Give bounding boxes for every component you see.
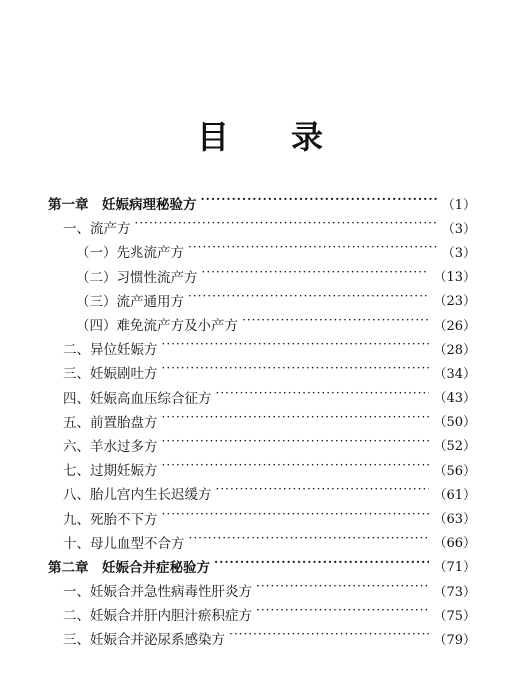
toc-entry <box>0 530 520 554</box>
toc-chapter-entry <box>0 554 520 578</box>
toc-page-number: （13） <box>433 270 476 286</box>
toc-entry-label: 七、过期妊娠方 <box>63 463 158 480</box>
dot-leader <box>162 366 430 378</box>
toc-entry <box>0 457 520 481</box>
toc-entry-label: 第二章 妊娠合并症秘验方 <box>48 559 210 576</box>
title-char-1: 目 <box>196 118 229 156</box>
dot-leader <box>188 245 438 257</box>
toc-page-number: （3） <box>441 245 476 261</box>
toc-entry-label: 四、妊娠高血压综合征方 <box>63 390 212 407</box>
dot-leader <box>162 463 430 475</box>
toc-entry <box>0 602 520 626</box>
dot-leader <box>201 197 438 209</box>
title-char-2: 录 <box>291 118 324 156</box>
toc-page-number: （52） <box>433 439 476 455</box>
toc-page-number: （1） <box>441 197 476 213</box>
toc-entry-label: 六、羊水过多方 <box>63 438 158 455</box>
toc-entry-label: （二）习惯性流产方 <box>76 269 198 286</box>
toc-page-number: （34） <box>433 366 476 382</box>
toc-entry <box>0 239 520 263</box>
toc-page-number: （71） <box>433 560 476 576</box>
toc-entry <box>0 336 520 360</box>
toc-page-number: （61） <box>433 487 476 503</box>
dot-leader <box>256 608 429 620</box>
toc-page-number: （79） <box>433 632 476 648</box>
toc-page-number: （73） <box>433 584 476 600</box>
toc-entry-label: 二、妊娠合并肝内胆汁瘀积症方 <box>63 608 252 625</box>
toc-page-number: （50） <box>433 415 476 431</box>
toc-page-number: （23） <box>433 294 476 310</box>
toc-entry <box>0 288 520 312</box>
toc-page-number: （75） <box>433 608 476 624</box>
toc-page-number: （43） <box>433 391 476 407</box>
dot-leader <box>229 632 429 644</box>
dot-leader <box>214 560 429 572</box>
toc-entry <box>0 505 520 529</box>
dot-leader <box>216 487 430 499</box>
dot-leader <box>216 391 430 403</box>
toc-entry-label: 三、妊娠剧吐方 <box>63 366 158 383</box>
toc-chapter-entry <box>0 191 520 215</box>
toc-entry <box>0 215 520 239</box>
toc-entry-label: （三）流产通用方 <box>76 293 184 310</box>
toc-entry-label: （一）先兆流产方 <box>76 245 184 262</box>
toc-entry <box>0 385 520 409</box>
toc-entry <box>0 360 520 384</box>
toc-page-number: （28） <box>433 342 476 358</box>
dot-leader <box>162 439 430 451</box>
toc-entry-label: 十、母儿血型不合方 <box>63 535 185 552</box>
toc-page-number: （3） <box>441 221 476 237</box>
dot-leader <box>256 584 429 596</box>
toc-entry <box>0 264 520 288</box>
toc-entry <box>0 312 520 336</box>
toc-entry-label: 九、死胎不下方 <box>63 511 158 528</box>
toc-page-number: （56） <box>433 463 476 479</box>
dot-leader <box>162 415 430 427</box>
dot-leader <box>188 294 429 306</box>
toc-entry-label: 第一章 妊娠病理秘验方 <box>48 197 197 214</box>
toc-entry <box>0 481 520 505</box>
page-title <box>0 112 520 158</box>
toc-entry <box>0 409 520 433</box>
dot-leader <box>162 342 430 354</box>
toc-entry <box>0 433 520 457</box>
dot-leader <box>189 536 430 548</box>
dot-leader <box>242 318 429 330</box>
toc-page-number: （26） <box>433 318 476 334</box>
dot-leader <box>202 270 430 282</box>
toc-entry-label: 八、胎儿宫内生长迟缓方 <box>63 487 212 504</box>
toc-entry-label: 二、异位妊娠方 <box>63 342 158 359</box>
toc-entry <box>0 578 520 602</box>
dot-leader <box>162 512 430 524</box>
toc-entry-label: 五、前置胎盘方 <box>63 414 158 431</box>
toc-entry-label: 一、妊娠合并急性病毒性肝炎方 <box>63 584 252 601</box>
toc-entry-label: （四）难免流产方及小产方 <box>76 318 238 335</box>
toc-page-number: （63） <box>433 512 476 528</box>
toc-entry <box>0 626 520 650</box>
dot-leader <box>135 221 438 233</box>
table-of-contents <box>0 191 520 651</box>
toc-entry-label: 一、流产方 <box>63 221 131 238</box>
toc-page-number: （66） <box>433 536 476 552</box>
toc-entry-label: 三、妊娠合并泌尿系感染方 <box>63 632 225 649</box>
